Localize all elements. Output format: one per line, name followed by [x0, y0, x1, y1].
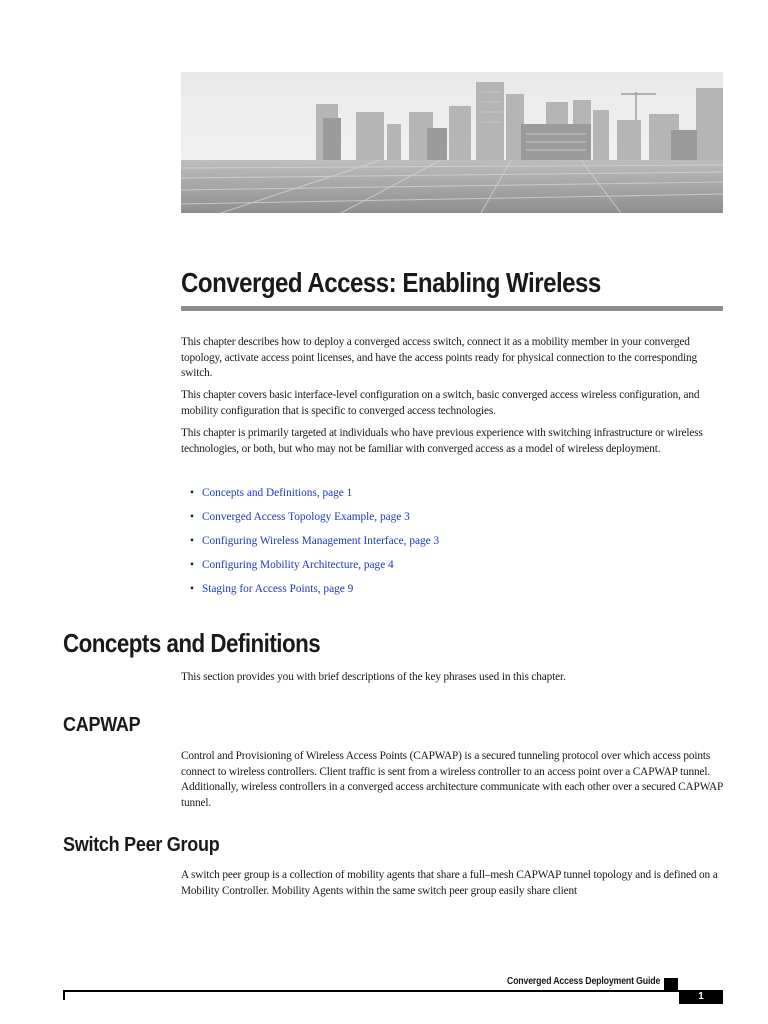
- footer-rule: [63, 990, 679, 992]
- toc-item: [190, 533, 439, 557]
- chapter-title-rule: [181, 306, 723, 311]
- section-heading-concepts: Concepts and Definitions: [63, 628, 321, 658]
- subsection-heading-capwap: CAPWAP: [63, 714, 141, 736]
- bullet-icon: •: [190, 535, 194, 547]
- toc-link-wireless-mgmt[interactable]: Configuring Wireless Management Interface, page 3: [202, 535, 440, 547]
- footer-guide-title: Converged Access Deployment Guide: [506, 976, 660, 987]
- toc-link-staging[interactable]: Staging for Access Points, page 9: [202, 583, 354, 595]
- toc-link-mobility[interactable]: Configuring Mobility Architecture, page 4: [202, 559, 394, 571]
- footer-marker-block: [664, 978, 678, 990]
- footer-page-number: 1: [679, 990, 723, 1004]
- section-concepts-text: This section provides you with brief descriptions of the key phrases used in this chapter.: [181, 671, 566, 683]
- toc-item: [190, 557, 439, 581]
- toc-item: [190, 581, 439, 605]
- subsection-capwap-text: Control and Provisioning of Wireless Access Points (CAPWAP) is a secured tunneling protocol over which access points connect to wireless controllers. Client traffic is sent from a wireless controller to an access point over a CAPWAP tunnel. Additionally, wireless controllers in a converged access architecture communicate with each other over a secured CAPWAP tunnel.: [181, 750, 723, 809]
- toc-item: [190, 509, 439, 533]
- bullet-icon: •: [190, 583, 194, 595]
- chapter-audience-paragraph: This chapter is primarily targeted at individuals who have previous experience with switching infrastructure or wireless technologies, or both, but who may not be familiar with converged access as a model of wireless deployment.: [181, 427, 703, 455]
- chapter-intro-paragraph: This chapter describes how to deploy a converged access switch, connect it as a mobility member in your converged topology, activate access point licenses, and have the access points ready for physical connection to the corresponding switch.: [181, 336, 697, 379]
- chapter-title: Converged Access: Enabling Wireless: [181, 267, 601, 298]
- toc-link-concepts[interactable]: Concepts and Definitions, page 1: [202, 487, 353, 499]
- subsection-switch-peer-group-text: A switch peer group is a collection of mobility agents that share a full–mesh CAPWAP tunnel topology and is defined on a Mobility Controller. Mobility Agents within the same switch peer group easily share client: [181, 869, 718, 897]
- bullet-icon: •: [190, 487, 194, 499]
- chapter-scope-paragraph: This chapter covers basic interface-level configuration on a switch, basic converged access wireless configuration, and mobility configuration that is specific to converged access technologies.: [181, 389, 700, 417]
- subsection-heading-switch-peer-group: Switch Peer Group: [63, 834, 220, 856]
- chapter-toc-list: [190, 485, 439, 605]
- chapter-hero-image: [181, 72, 723, 213]
- footer-rule-tick: [63, 990, 65, 1000]
- toc-link-topology[interactable]: Converged Access Topology Example, page 3: [202, 511, 410, 523]
- bullet-icon: •: [190, 511, 194, 523]
- bullet-icon: •: [190, 559, 194, 571]
- toc-item: [190, 485, 439, 509]
